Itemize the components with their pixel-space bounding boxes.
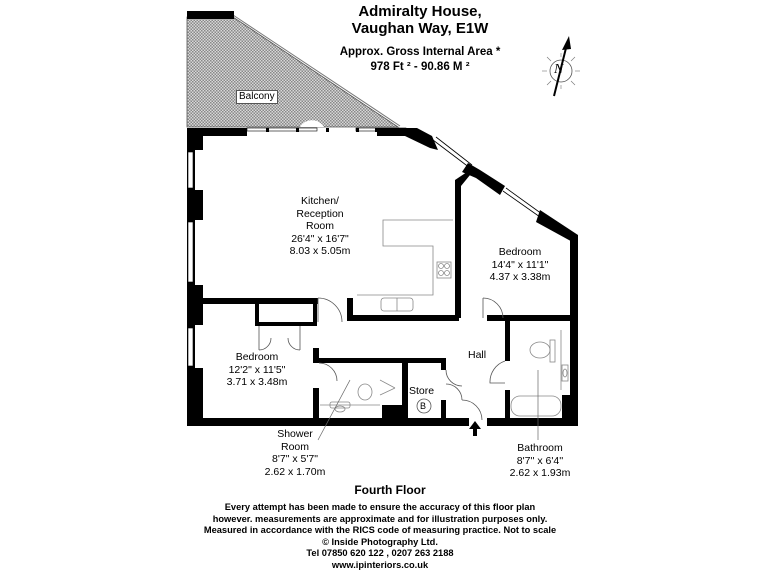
room-bathroom: Bathroom 8'7'' x 6'4'' 2.62 x 1.93m xyxy=(509,442,571,479)
floor-label: Fourth Floor xyxy=(354,483,426,497)
balcony-area xyxy=(187,11,400,127)
area-label: Approx. Gross Internal Area * xyxy=(339,46,501,58)
room-bedroom-1: Bedroom 14'4" x 11'1" 4.37 x 3.38m xyxy=(489,246,551,283)
disclaimer: Every attempt has been made to ensure the accuracy of this floor plan however. measurements are approximate and for illustration purposes only. Measured in accordance with the RICS code of measuring practice. Not to scale © Inside Photography Ltd. Tel 07850 620 122 , 0207 263 2188 www.ipinteriors.co.uk xyxy=(203,502,557,570)
room-shower-room: Shower Room 8'7" x 5'7" 2.62 x 1.70m xyxy=(264,428,326,478)
room-kitchen-reception: Kitchen/ Reception Room 26'4" x 16'7" 8.03 x 5.05m xyxy=(289,195,351,257)
property-name: Admiralty House, xyxy=(358,3,482,20)
area-value: 978 Ft ² - 90.86 M ² xyxy=(370,61,470,73)
room-store: Store xyxy=(409,385,435,397)
room-bedroom-2: Bedroom 12'2" x 11'5" 3.71 x 3.48m xyxy=(226,351,288,388)
entrance-arrow-icon xyxy=(469,421,481,436)
boiler-label: B xyxy=(420,401,427,411)
room-hall: Hall xyxy=(468,349,487,361)
balcony-label: Balcony xyxy=(236,90,278,104)
property-address: Vaughan Way, E1W xyxy=(351,20,489,37)
kitchen-units xyxy=(357,220,453,311)
compass-north-label: N xyxy=(554,62,564,77)
